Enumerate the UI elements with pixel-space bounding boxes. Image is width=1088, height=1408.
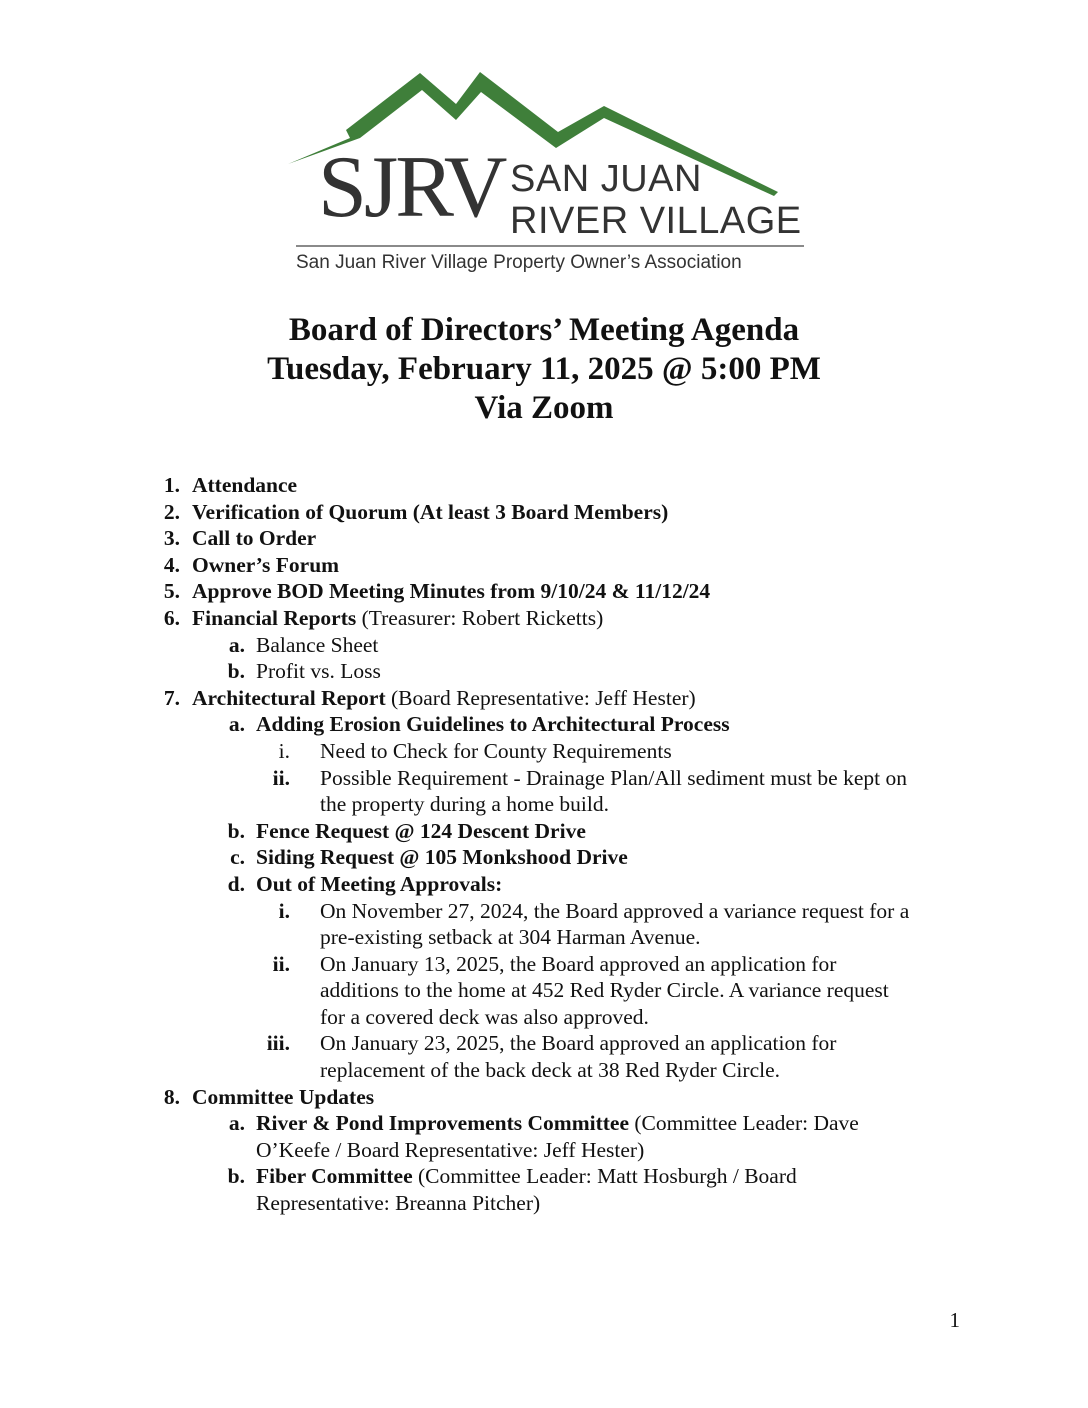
subitem-siding-request <box>0 844 1088 871</box>
item-number: 6. <box>163 605 180 630</box>
subsubitem-numeral: ii. <box>272 951 290 976</box>
page-number: 1 <box>949 1308 960 1332</box>
item-note: (Board Representative: Jeff Hester) <box>385 685 696 710</box>
agenda-item-quorum <box>0 499 1088 526</box>
item-number: 5. <box>163 579 180 604</box>
meeting-datetime: Tuesday, February 11, 2025 @ 5:00 PM <box>267 351 821 387</box>
subsubitem-county-requirements <box>0 738 1088 765</box>
subsubitem-continuation <box>0 1004 1088 1031</box>
logo-divider <box>296 245 804 247</box>
agenda-item-attendance <box>0 472 1088 499</box>
item-number: 2. <box>163 499 180 524</box>
subitem-continuation <box>0 1190 1088 1217</box>
agenda-item-architectural-report <box>0 685 1088 712</box>
subsubitem-numeral: iii. <box>266 1031 290 1056</box>
item-number: 3. <box>163 526 180 551</box>
subitem-letter: b. <box>227 659 245 684</box>
subitem-erosion-guidelines <box>0 711 1088 738</box>
subitem-text: Out of Meeting Approvals: <box>256 871 503 896</box>
item-title: Financial Reports <box>192 605 357 630</box>
subitem-text: Balance Sheet <box>256 632 379 657</box>
subsubitem-continuation <box>0 924 1088 951</box>
item-title: Verification of Quorum (At least 3 Board Members) <box>192 499 669 524</box>
subsubitem-drainage-plan <box>0 765 1088 792</box>
subsubitem-numeral: i. <box>278 898 290 923</box>
item-note: (Treasurer: Robert Ricketts) <box>356 605 604 630</box>
subitem-text: Fence Request @ 124 Descent Drive <box>256 818 586 843</box>
logo-subtitle: San Juan River Village Property Owner’s Association <box>296 252 742 273</box>
subsubitem-text: On January 13, 2025, the Board approved an application for <box>320 951 837 976</box>
item-title: Attendance <box>192 473 298 497</box>
subitem-text: Profit vs. Loss <box>256 659 381 684</box>
subitem-letter: b. <box>227 818 245 843</box>
subitem-note: O’Keefe / Board Representative: Jeff Hester) <box>256 1137 645 1162</box>
subsubitem-continuation <box>0 791 1088 818</box>
agenda-item-committee-updates <box>0 1084 1088 1111</box>
subsubitem-continuation <box>0 1057 1088 1084</box>
association-logo <box>288 68 808 278</box>
subsubitem-text: On November 27, 2024, the Board approved a variance request for a <box>320 898 910 923</box>
approval-452-red-ryder <box>0 951 1088 978</box>
subitem-text: Siding Request @ 105 Monkshood Drive <box>256 845 628 870</box>
subsubitem-text: replacement of the back deck at 38 Red Ryder Circle. <box>320 1058 781 1083</box>
subsubitem-numeral: ii. <box>272 765 290 790</box>
subitem-title: River & Pond Improvements Committee <box>256 1111 629 1136</box>
subsubitem-text: Possible Requirement - Drainage Plan/All sediment must be kept on <box>320 765 907 790</box>
subsubitem-continuation <box>0 977 1088 1004</box>
subsubitem-numeral: i. <box>278 738 290 763</box>
subitem-fiber-committee <box>0 1163 1088 1190</box>
item-number: 1. <box>163 473 180 497</box>
subitem-note: (Committee Leader: Matt Hosburgh / Board <box>412 1164 797 1189</box>
logo-name-line2: RIVER VILLAGE <box>510 200 802 242</box>
subitem-balance-sheet <box>0 632 1088 659</box>
agenda-item-call-to-order <box>0 525 1088 552</box>
item-title: Owner’s Forum <box>192 552 340 577</box>
item-number: 7. <box>163 685 180 710</box>
subitem-river-pond-committee <box>0 1110 1088 1137</box>
subitem-letter: a. <box>228 632 245 657</box>
subsubitem-text: the property during a home build. <box>320 792 609 817</box>
approval-harman-avenue <box>0 898 1088 925</box>
logo-name-line1: SAN JUAN <box>510 158 702 200</box>
subitem-letter: d. <box>227 871 245 896</box>
subsubitem-text: Need to Check for County Requirements <box>320 738 672 763</box>
agenda-item-owners-forum <box>0 552 1088 579</box>
item-title: Approve BOD Meeting Minutes from 9/10/24 & 11/12/24 <box>192 579 711 604</box>
subsubitem-text: for a covered deck was also approved. <box>320 1004 649 1029</box>
subitem-fence-request <box>0 818 1088 845</box>
subitem-letter: a. <box>228 712 245 737</box>
item-title: Architectural Report <box>192 685 386 710</box>
subitem-continuation <box>0 1137 1088 1164</box>
subitem-out-of-meeting-approvals <box>0 871 1088 898</box>
logo-monogram: SJRV <box>318 139 505 236</box>
item-number: 4. <box>163 552 180 577</box>
subitem-letter: b. <box>227 1164 245 1189</box>
subsubitem-text: additions to the home at 452 Red Ryder Circle. A variance request <box>320 978 889 1003</box>
item-title: Call to Order <box>192 526 317 551</box>
subsubitem-text: pre-existing setback at 304 Harman Avenue. <box>320 925 701 950</box>
subsubitem-text: On January 23, 2025, the Board approved an application for <box>320 1031 837 1056</box>
meeting-venue: Via Zoom <box>474 390 614 426</box>
agenda-item-minutes <box>0 578 1088 605</box>
agenda-item-financial-reports <box>0 605 1088 632</box>
subitem-title: Fiber Committee <box>256 1164 413 1189</box>
subitem-letter: a. <box>228 1111 245 1136</box>
subitem-note: (Committee Leader: Dave <box>629 1111 859 1136</box>
subitem-profit-loss <box>0 658 1088 685</box>
item-title: Committee Updates <box>192 1084 375 1109</box>
subitem-text: Adding Erosion Guidelines to Architectural Process <box>256 712 730 737</box>
agenda-list <box>0 472 1088 1217</box>
item-number: 8. <box>163 1084 180 1109</box>
agenda-title: Board of Directors’ Meeting Agenda <box>288 312 800 348</box>
subitem-letter: c. <box>230 845 245 870</box>
subitem-note: Representative: Breanna Pitcher) <box>256 1191 541 1216</box>
approval-38-red-ryder <box>0 1030 1088 1057</box>
